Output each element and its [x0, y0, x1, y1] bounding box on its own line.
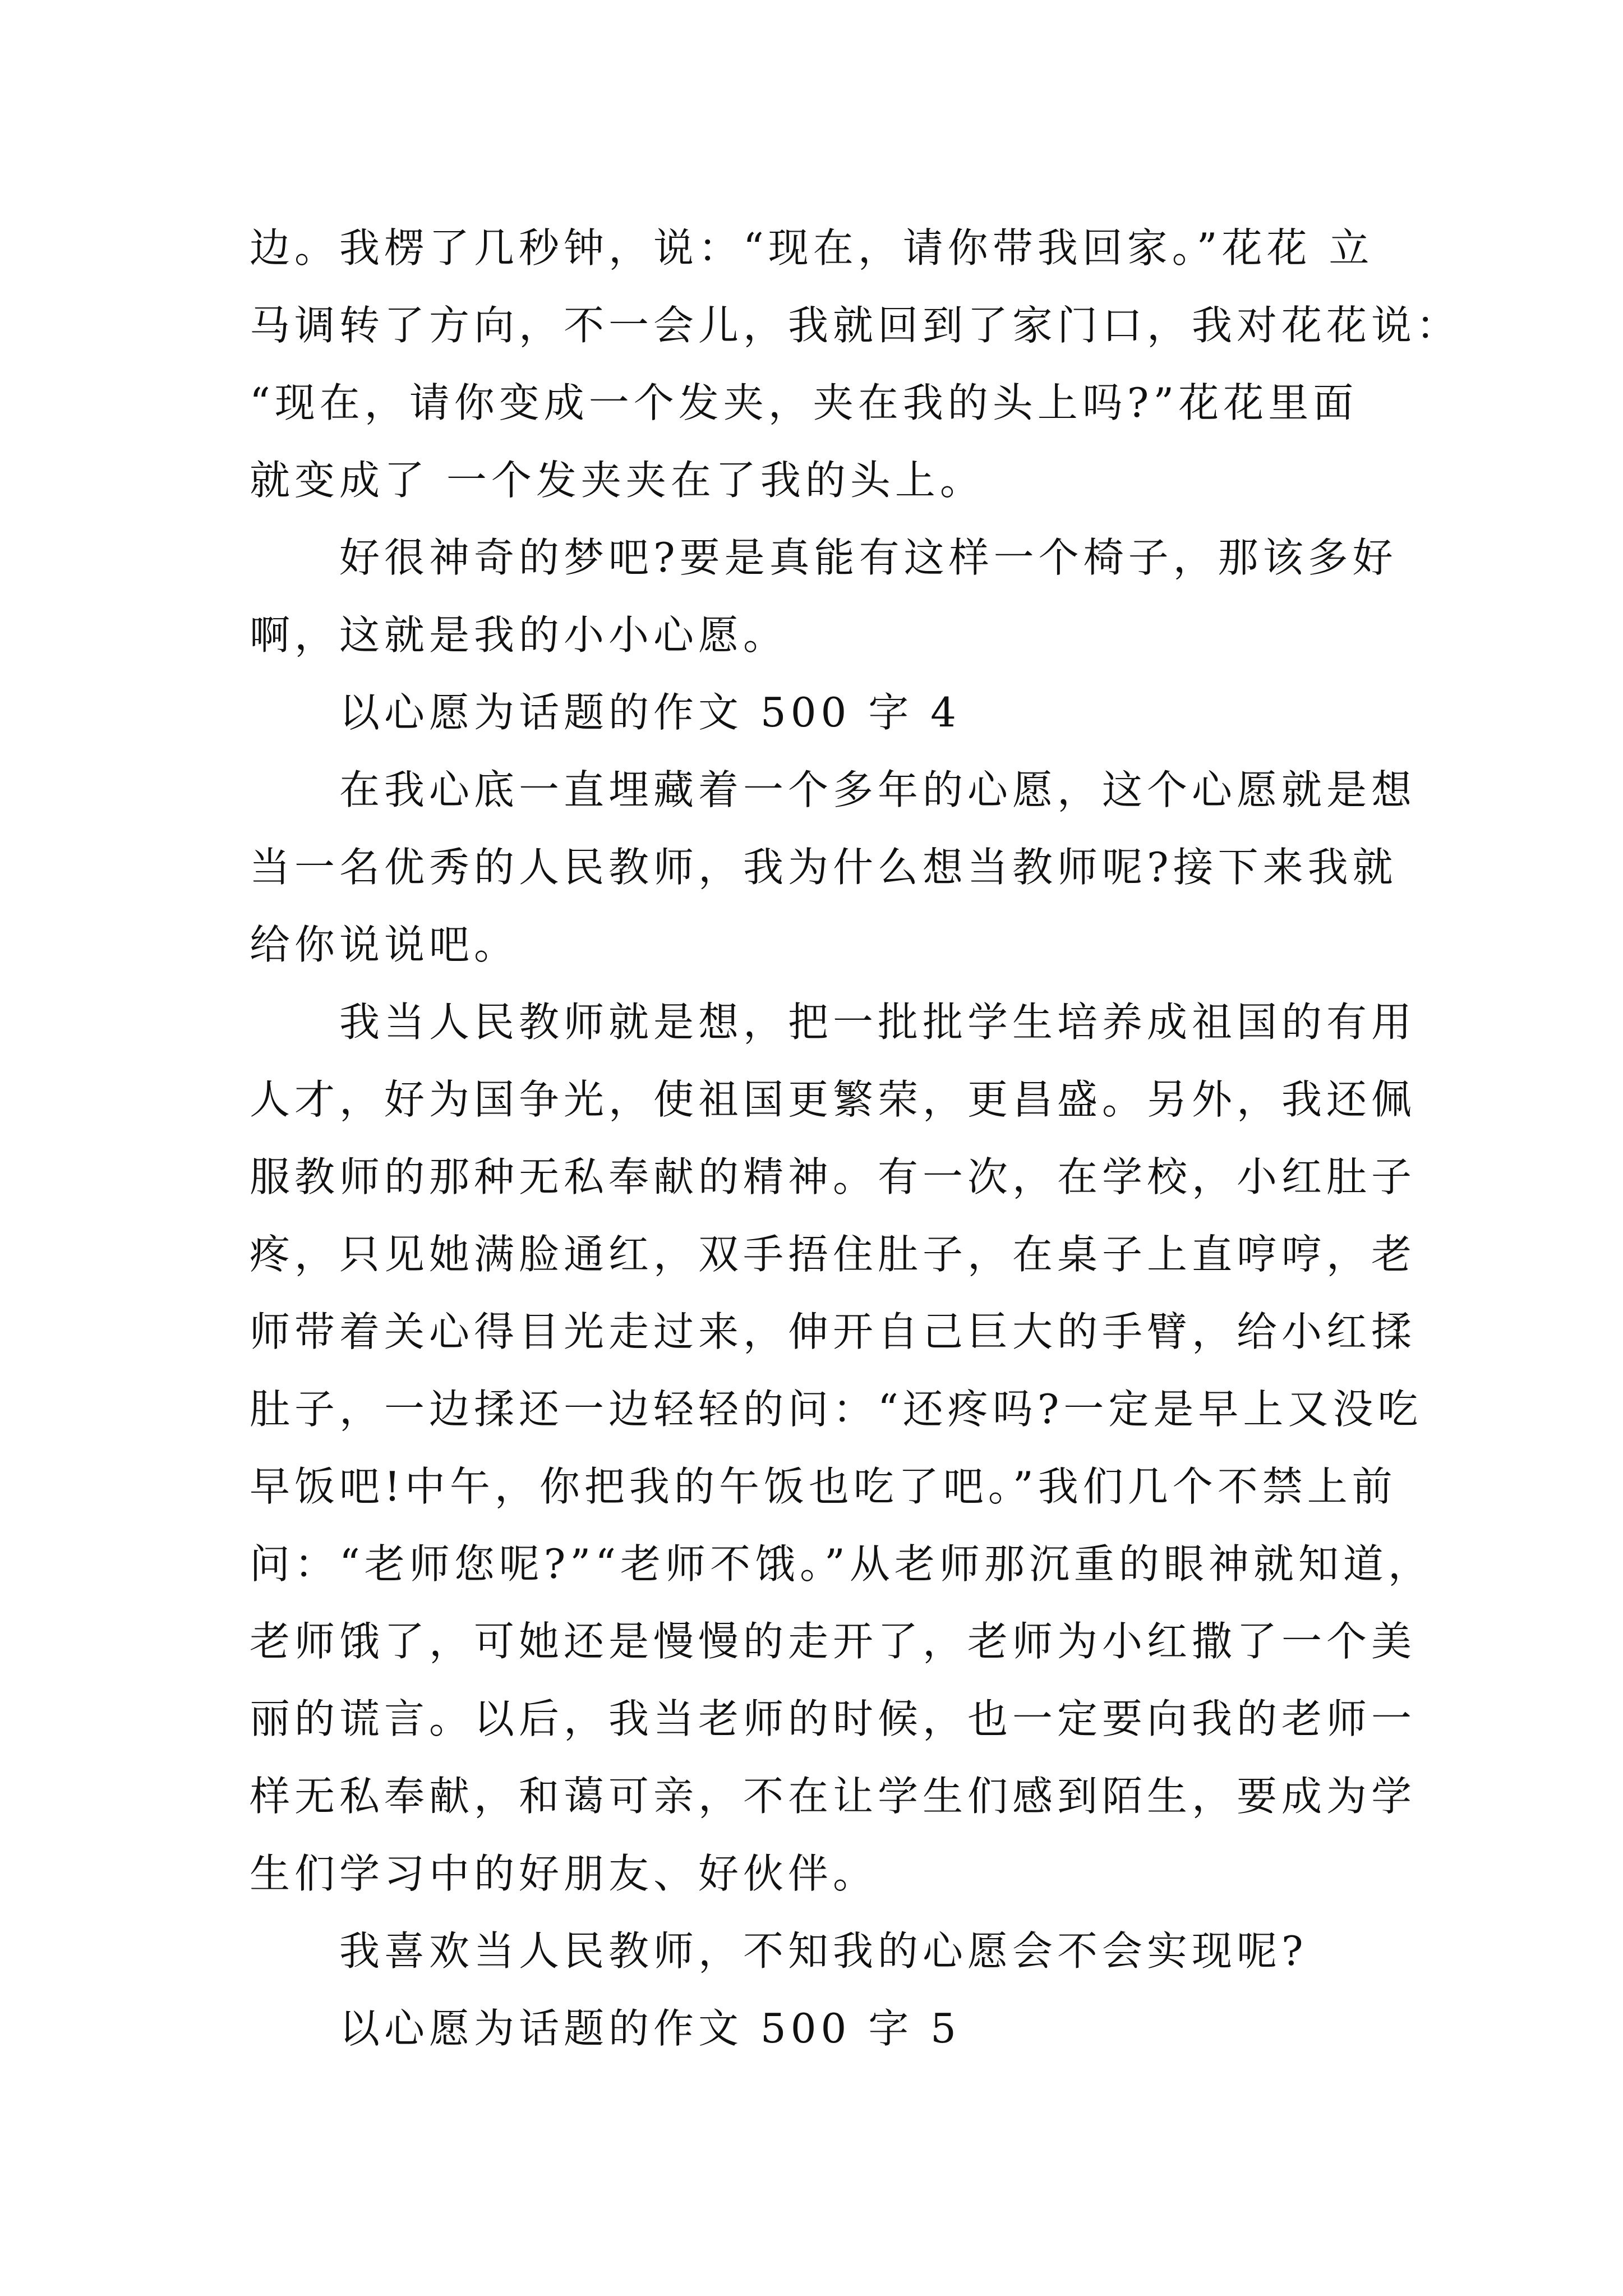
text-line: 服教师的那种无私奉献的精神。有一次，在学校，小红肚子	[250, 1153, 1417, 1200]
paragraph-start-line: 我当人民教师就是想，把一批批学生培养成祖国的有用	[339, 999, 1417, 1046]
document-body	[250, 220, 1461, 2078]
text-line: “现在，请你变成一个发夹，夹在我的头上吗?”花花里面	[250, 379, 1358, 426]
text-line: 肚子，一边揉还一边轻轻的问：“还疼吗?一定是早上又没吃	[250, 1386, 1423, 1433]
text-line: 老师饿了，可她还是慢慢的走开了，老师为小红撒了一个美	[250, 1618, 1417, 1665]
text-line: 师带着关心得目光走过来，伸开自己巨大的手臂，给小红揉	[250, 1308, 1417, 1355]
text-line: 丽的谎言。以后，我当老师的时候，也一定要向我的老师一	[250, 1695, 1417, 1742]
text-line: 人才，好为国争光，使祖国更繁荣，更昌盛。另外，我还佩	[250, 1076, 1417, 1123]
text-line: 啊，这就是我的小小心愿。	[250, 611, 789, 659]
section-heading: 以心愿为话题的作文 500 字 5	[339, 2005, 961, 2052]
text-line: 当一名优秀的人民教师，我为什么想当教师呢?接下来我就	[250, 844, 1398, 891]
text-line: 给你说说吧。	[250, 921, 519, 968]
text-line: 生们学习中的好朋友、好伙伴。	[250, 1850, 878, 1897]
paragraph-start-line: 好很神奇的梦吧?要是真能有这样一个椅子，那该多好	[339, 534, 1398, 581]
text-line: 早饭吧!中午，你把我的午饭也吃了吧。”我们几个不禁上前	[250, 1463, 1397, 1510]
text-line: 疼，只见她满脸通红，双手捂住肚子，在桌子上直哼哼，老	[250, 1231, 1417, 1278]
paragraph-start-line: 在我心底一直埋藏着一个多年的心愿，这个心愿就是想	[339, 766, 1417, 813]
text-line: 样无私奉献，和蔼可亲，不在让学生们感到陌生，要成为学	[250, 1773, 1417, 1820]
text-line: 马调转了方向，不一会儿，我就回到了家门口，我对花花说：	[250, 302, 1461, 349]
section-heading: 以心愿为话题的作文 500 字 4	[339, 689, 961, 736]
text-line: 边。我楞了几秒钟，说：“现在，请你带我回家。”花花 立	[250, 224, 1374, 272]
text-line: 问：“老师您呢?”“老师不饿。”从老师那沉重的眼神就知道，	[250, 1540, 1433, 1588]
paragraph-start-line: 我喜欢当人民教师，不知我的心愿会不会实现呢?	[339, 1927, 1308, 1975]
text-line: 就变成了 一个发夹夹在了我的头上。	[250, 457, 985, 504]
